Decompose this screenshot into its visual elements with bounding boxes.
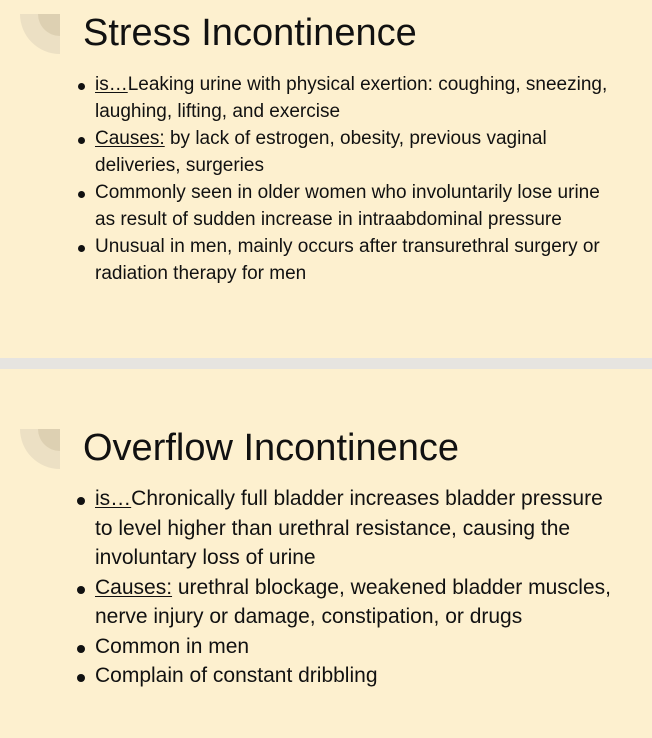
bullet-text: Common in men xyxy=(95,634,250,658)
bullet-item xyxy=(95,179,625,233)
bullet-item xyxy=(95,233,625,287)
bullet-lead: Causes: xyxy=(95,575,173,599)
bullet-item xyxy=(95,573,625,632)
bullet-text: Complain of constant dribbling xyxy=(95,664,378,687)
bullet-text: Unusual in men, mainly occurs after transurethral surgery or radiation therapy for men xyxy=(95,236,600,284)
corner-decoration-icon xyxy=(20,429,60,469)
slide-title: Stress Incontinence xyxy=(83,12,417,54)
bullet-item xyxy=(95,661,625,691)
slide-stress-incontinence xyxy=(0,0,652,358)
bullet-text: Chronically full bladder increases bladder pressure to level higher than urethral resistance, causing the involuntary loss of urine xyxy=(95,487,603,569)
bullet-item xyxy=(95,125,625,179)
bullet-lead: Causes: xyxy=(95,128,165,149)
bullet-list xyxy=(95,484,625,691)
bullet-text: by lack of estrogen, obesity, previous vaginal deliveries, surgeries xyxy=(95,128,547,176)
bullet-item xyxy=(95,632,625,662)
bullet-text: urethral blockage, weakened bladder muscles, nerve injury or damage, constipation, or drugs xyxy=(95,575,611,628)
slide-title: Overflow Incontinence xyxy=(83,427,459,469)
bullet-item xyxy=(95,71,625,125)
corner-decoration-icon xyxy=(20,14,60,54)
bullet-list xyxy=(95,71,625,287)
bullet-lead: is… xyxy=(95,487,132,510)
bullet-item xyxy=(95,484,625,573)
slide-divider xyxy=(0,358,652,369)
bullet-text: Leaking urine with physical exertion: coughing, sneezing, laughing, lifting, and exercise xyxy=(95,74,608,122)
slide-overflow-incontinence xyxy=(0,369,652,738)
bullet-text: Commonly seen in older women who involuntarily lose urine as result of sudden increase in intraabdominal pressure xyxy=(95,182,600,230)
bullet-lead: is… xyxy=(95,74,128,95)
